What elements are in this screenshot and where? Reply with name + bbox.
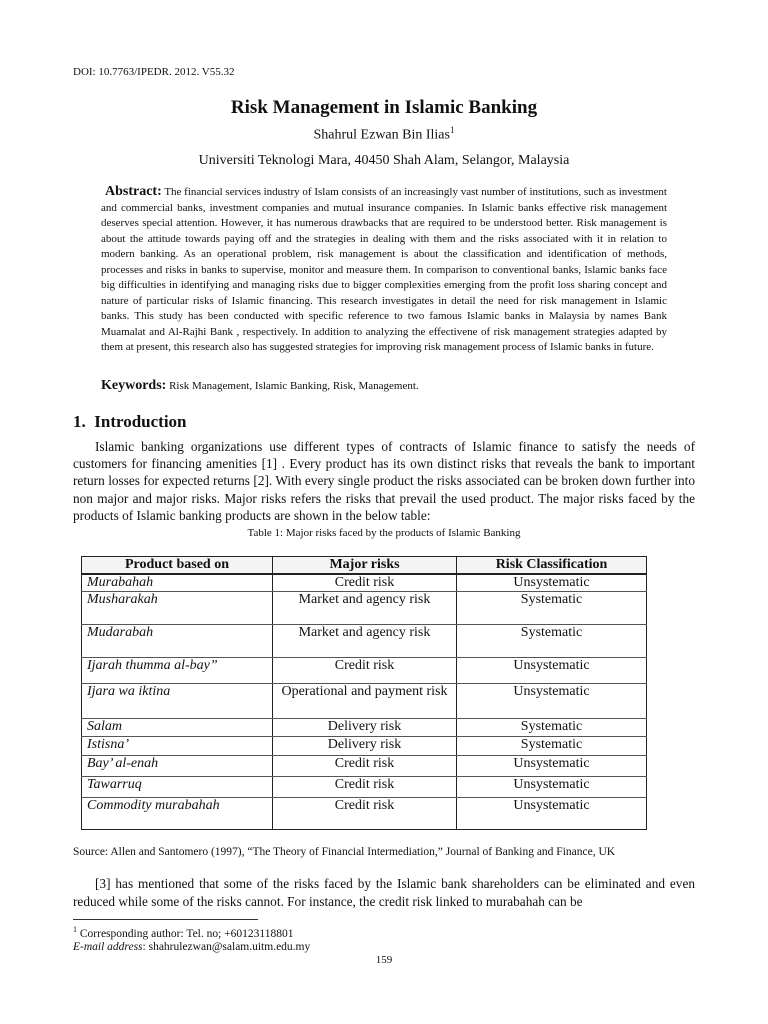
risk-cell: Credit risk bbox=[273, 658, 457, 684]
risk-cell: Market and agency risk bbox=[273, 592, 457, 625]
column-header: Product based on bbox=[82, 557, 273, 575]
column-header: Risk Classification bbox=[457, 557, 647, 575]
table-row bbox=[82, 625, 647, 658]
table-header-row bbox=[82, 557, 647, 575]
keywords-label: Keywords: bbox=[101, 378, 167, 393]
classification-cell: Systematic bbox=[457, 625, 647, 658]
table-row bbox=[82, 777, 647, 798]
product-cell: Bay’ al-enah bbox=[82, 756, 273, 777]
footnote-contact bbox=[73, 925, 294, 940]
affiliation: Universiti Teknologi Mara, 40450 Shah Alam, Selangor, Malaysia bbox=[198, 153, 570, 168]
author-footnote-mark: 1 bbox=[449, 125, 455, 135]
table-row bbox=[82, 737, 647, 756]
product-cell: Musharakah bbox=[82, 592, 273, 625]
risk-cell: Credit risk bbox=[273, 798, 457, 830]
classification-cell: Systematic bbox=[457, 737, 647, 756]
risk-cell: Delivery risk bbox=[273, 737, 457, 756]
product-cell: Istisna’ bbox=[82, 737, 273, 756]
email-address: : shahrulezwan@salam.uitm.edu.my bbox=[142, 941, 311, 953]
keywords bbox=[101, 378, 419, 394]
table-row bbox=[82, 592, 647, 625]
body-paragraph bbox=[73, 875, 695, 910]
paper-title: Risk Management in Islamic Banking bbox=[230, 97, 538, 118]
risk-cell: Credit risk bbox=[273, 574, 457, 592]
risk-cell: Operational and payment risk bbox=[273, 684, 457, 719]
abstract-text: The financial services industry of Islam consists of an increasingly vast number of institutions, such as investment and commercial banks, investment companies and mutual insurance companies. In Islamic banks effective risk management deserves special attention. However, it has numerous drawbacks that are required to be understood better. Risk management is about the attitude towards paying off and the strategies in dealing with them and the risks associated with it in relation to modern banking. As an operational problem, risk management is about the classification and identification of methods, processes and risks in banks to supervise, monitor and measure them. In comparison to conventional banks, Islamic banks face big difficulties in identifying and managing risks due to bigger complexities emerging from the profit loss sharing concept and nature of particular risks of Islamic financing. This research investigates in detail the need for risk management in Islamic banks. This study has been conducted with specific reference to two famous Islamic banks in Malaysia by names Bank Muamalat and Al-Rajhi Bank , respectively. In addition to analyzing the effectivene of risk management strategies adapted by them at present, this research also has suggested strategies for improving risk management process of Islamic banks in future. bbox=[101, 186, 667, 353]
classification-cell: Unsystematic bbox=[457, 798, 647, 830]
classification-cell: Unsystematic bbox=[457, 756, 647, 777]
doi-line: DOI: 10.7763/IPEDR. 2012. V55.32 bbox=[73, 66, 235, 78]
risk-cell: Credit risk bbox=[273, 777, 457, 798]
table-source: Source: Allen and Santomero (1997), “The Theory of Financial Intermediation,” Journal of Banking and Finance, UK bbox=[73, 846, 616, 858]
author-line bbox=[0, 125, 768, 144]
section-title: Introduction bbox=[94, 412, 187, 431]
risk-cell: Market and agency risk bbox=[273, 625, 457, 658]
email-label: E-mail address bbox=[73, 941, 143, 953]
classification-cell: Unsystematic bbox=[457, 658, 647, 684]
footnote-mark: 1 bbox=[73, 925, 77, 934]
table-row bbox=[82, 798, 647, 830]
classification-cell: Unsystematic bbox=[457, 777, 647, 798]
page-number: 159 bbox=[375, 954, 393, 966]
risk-table bbox=[81, 556, 647, 830]
footnote-email bbox=[73, 941, 310, 953]
product-cell: Salam bbox=[82, 719, 273, 737]
author-name: Shahrul Ezwan Bin Ilias bbox=[313, 127, 450, 143]
risk-cell: Delivery risk bbox=[273, 719, 457, 737]
table-caption: Table 1: Major risks faced by the products of Islamic Banking bbox=[247, 527, 521, 539]
column-header: Major risks bbox=[273, 557, 457, 575]
keywords-text: Risk Management, Islamic Banking, Risk, Management. bbox=[169, 380, 419, 392]
classification-cell: Systematic bbox=[457, 592, 647, 625]
risk-cell: Credit risk bbox=[273, 756, 457, 777]
abstract-label: Abstract: bbox=[105, 184, 162, 199]
product-cell: Mudarabah bbox=[82, 625, 273, 658]
classification-cell: Unsystematic bbox=[457, 574, 647, 592]
product-cell: Ijarah thumma al-bay” bbox=[82, 658, 273, 684]
table-row bbox=[82, 684, 647, 719]
classification-cell: Unsystematic bbox=[457, 684, 647, 719]
product-cell: Murabahah bbox=[82, 574, 273, 592]
classification-cell: Systematic bbox=[457, 719, 647, 737]
product-cell: Ijara wa iktina bbox=[82, 684, 273, 719]
intro-text: Islamic banking organizations use different types of contracts of Islamic finance to satisfy the needs of customers for financing amenities [1] . Every product has its own distinct risks that reveals the bank to important return losses for expected returns [2]. With every single product the risks associated can be broken down further into non major and major risks. Major risks refers the risks that prevail the used product. The major risks faced by the products of Islamic banking products are shown in the below table: bbox=[73, 439, 695, 523]
footnote-text: Corresponding author: Tel. no; +60123118801 bbox=[79, 927, 294, 940]
product-cell: Tawarruq bbox=[82, 777, 273, 798]
footnote-divider bbox=[73, 919, 258, 920]
table-row bbox=[82, 756, 647, 777]
table-row bbox=[82, 574, 647, 592]
section-heading bbox=[73, 412, 187, 432]
abstract bbox=[101, 184, 667, 356]
table-row bbox=[82, 719, 647, 737]
table-row bbox=[82, 658, 647, 684]
body-text: [3] has mentioned that some of the risks faced by the Islamic bank shareholders can be eliminated and even reduced while some of the risks cannot. For instance, the credit risk linked to murabahah can be bbox=[73, 876, 695, 909]
intro-paragraph bbox=[73, 438, 695, 524]
product-cell: Commodity murabahah bbox=[82, 798, 273, 830]
section-number: 1. bbox=[73, 412, 86, 431]
